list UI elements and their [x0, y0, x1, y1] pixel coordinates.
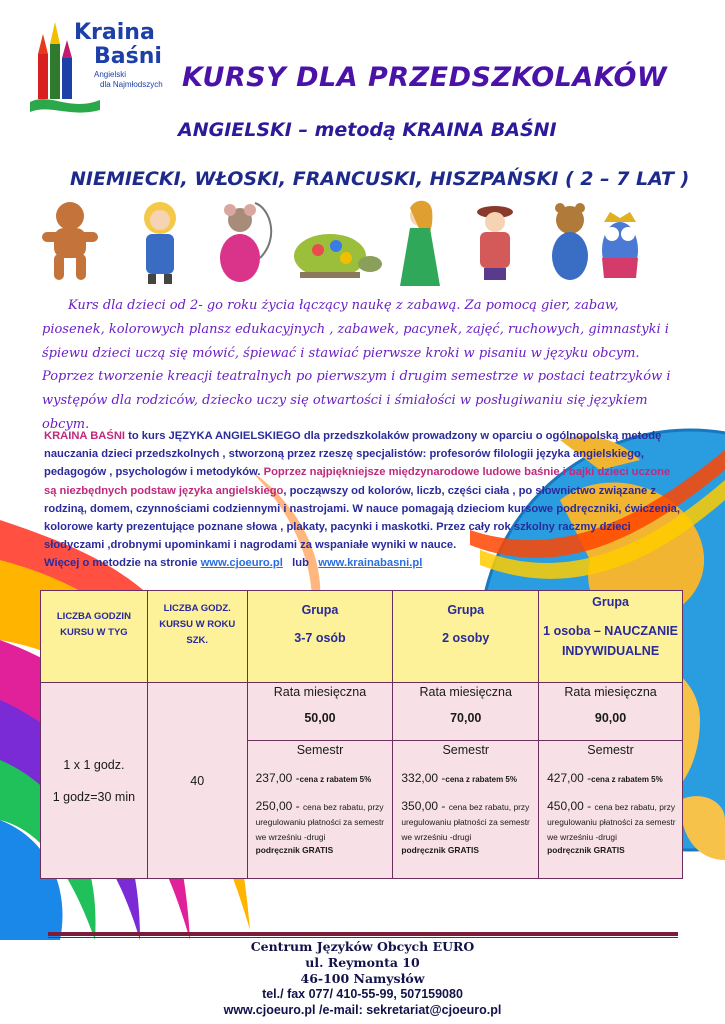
rate-cell-group-3: Rata miesięczna 90,00 — [539, 683, 683, 741]
description-paragraph — [44, 427, 684, 573]
girl-blue-dress-icon — [144, 202, 176, 284]
logo-tagline-2: dla Najmłodszych — [100, 80, 163, 89]
hours-year-cell: 40 — [147, 683, 247, 879]
mouse-icon — [220, 203, 271, 282]
footer-company-name: Centrum Języków Obcych EURO — [250, 939, 475, 954]
header-group-individual: Grupa 1 osoba – NAUCZANIE INDYWIDUALNE — [539, 591, 683, 683]
logo-word-basni: Baśni — [94, 44, 162, 69]
semester-cell-group-2: Semestr 332,00 -cena z rabatem 5% 350,00 - cena bez rabatu, przy uregulowaniu płatności za semestr we wrześniu -drugi podręcznik GRATIS — [393, 741, 539, 879]
fairy-tale-characters-illustration — [40, 198, 640, 288]
link-krainabasni[interactable]: www.krainabasni.pl — [318, 557, 423, 570]
footer-street: ul. Reymonta 10 — [305, 955, 420, 970]
price-table — [40, 590, 683, 879]
header-hours-week: LICZBA GODZIN KURSU W TYG — [41, 591, 148, 683]
footer-phone: tel./ fax 077/ 410-55-99, 507159080 — [262, 987, 463, 1001]
description-part-3: , począwszy od kolorów, liczb, części ciała , po słownictwo związane z rodziną, domem, czynnościami codziennymi i nastrojami. W nauce pomagają dzieciom kursowe podręczniki, ćwiczenia, kolorowe karty prezentujące poznane słowa , plakaty, pacynki i maskotki. Przez cały rok szkolny raczmy dzieci słodyczami ,drobnymi upominkami i nagrodami za wspaniałe wyniki w nauce. — [44, 484, 680, 552]
header-group-3-7: Grupa 3-7 osób — [247, 591, 393, 683]
description-part-2: Poprzez najpiękniejsze międzynarodowe ludowe baśnie i bajki dzieci uczone są niezbędnych podstaw języka angielskiego — [44, 466, 671, 497]
page-title: KURSY DLA PRZEDSZKOLAKÓW — [182, 62, 668, 93]
logo-tagline-1: Angielski — [94, 70, 127, 79]
header-hours-year: LICZBA GODZ. KURSU W ROKU SZK. — [147, 591, 247, 683]
footer-divider-thin — [48, 937, 678, 938]
semester-cell-group-3: Semestr 427,00 -cena z rabatem 5% 450,00 - cena bez rabatu, przy uregulowaniu płatności za semestr we wrześniu -drugi podręcznik GRATIS — [539, 741, 683, 879]
link-cjoeuro[interactable]: www.cjoeuro.pl — [200, 557, 283, 570]
girl-with-hat-icon — [477, 206, 513, 280]
princess-icon — [400, 201, 440, 286]
footer-city: 46-100 Namysłów — [300, 971, 425, 986]
more-info-text: Więcej o metodzie na stronie — [44, 557, 201, 570]
bear-icon — [552, 203, 588, 280]
hours-week-cell: 1 x 1 godz. 1 godz=30 min — [41, 683, 148, 879]
logo-word-kraina: Kraina — [74, 20, 155, 45]
turtle-icon — [294, 234, 382, 278]
intro-paragraph: Kurs dla dzieci od 2- go roku życia łączący naukę z zabawą. Za pomocą gier, zabaw, piosenek, kolorowych plansz edukacyjnych , zabawek, pacynek, zajęć, ruchowych, gimnastyki i śpiewu dzieci uczą się mówić, śpiewać i stawiać pierwsze kroki w pisaniu w języku obcym. Poprzez tworzenie kreacji teatralnych po pierwszym i drugim semestrze w postaci teatrzyków i występów dla rodziców, dziecko uczy się otwartości i śmiałości w posługiwaniu się językiem obcym. — [42, 298, 671, 432]
subtitle-other-languages: NIEMIECKI, WŁOSKI, FRANCUSKI, HISZPAŃSKI ( 2 – 7 LAT ) — [70, 168, 690, 190]
footer-divider — [48, 932, 678, 936]
rate-cell-group-2: Rata miesięczna 70,00 — [393, 683, 539, 741]
description-part-1: to kurs JĘZYKA ANGIELSKIEGO dla przedszkolaków prowadzony w oparciu o ogólnopolską metodę nauczania dzieci przedszkolnych , stworzoną przez rzeszę specjalistów: profesorów filologii języka angielskiego, pedagogów , psychologów i metodyków. — [44, 430, 662, 479]
footer-web-email[interactable]: www.cjoeuro.pl /e-mail: sekretariat@cjoeuro.pl — [223, 1003, 502, 1017]
subtitle-english: ANGIELSKI – metodą KRAINA BAŚNI — [178, 119, 557, 141]
brand-name: KRAINA BAŚNI — [44, 430, 126, 442]
semester-cell-group-1: Semestr 237,00 -cena z rabatem 5% 250,00 - cena bez rabatu, przy uregulowaniu płatności za semestr we wrześniu -drugi podręcznik GRATIS — [247, 741, 393, 879]
king-owl-icon — [602, 212, 638, 278]
or-text: lub — [282, 557, 319, 570]
header-group-2: Grupa 2 osoby — [393, 591, 539, 683]
rate-cell-group-1: Rata miesięczna 50,00 — [247, 683, 393, 741]
gingerbread-man-icon — [42, 202, 98, 280]
